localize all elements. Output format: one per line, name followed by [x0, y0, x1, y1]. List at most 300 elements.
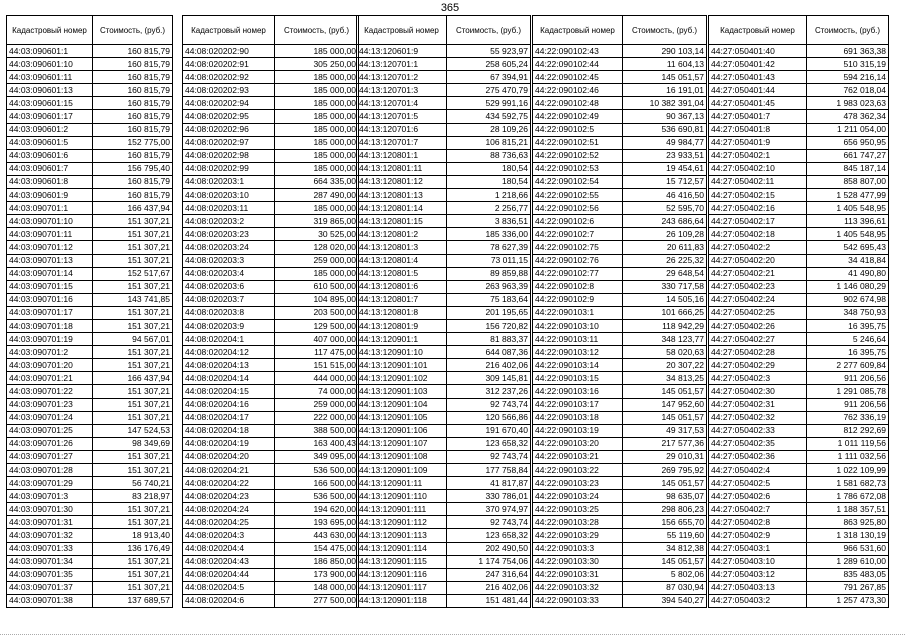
table-row — [7, 110, 173, 123]
cadastral-number-cell: 44:22:090103:30 — [533, 555, 623, 568]
table-row — [709, 306, 889, 319]
cadastral-number-cell: 44:27:050402:27 — [709, 333, 807, 346]
table-row — [533, 333, 707, 346]
cost-cell: 160 815,79 — [93, 84, 173, 97]
cost-cell: 151 307,21 — [93, 568, 173, 581]
cost-cell: 858 807,00 — [807, 175, 889, 188]
table-row — [709, 398, 889, 411]
table-row — [533, 464, 707, 477]
cost-cell: 434 592,75 — [447, 110, 531, 123]
table-row — [7, 189, 173, 202]
cadastral-number-cell: 44:03:090701:26 — [7, 437, 93, 450]
table-row — [7, 293, 173, 306]
table-row — [183, 555, 359, 568]
cadastral-number-cell: 44:03:090701:13 — [7, 254, 93, 267]
table-row — [709, 464, 889, 477]
cadastral-number-cell: 44:22:090103:12 — [533, 346, 623, 359]
cadastral-number-cell: 44:13:120801:1 — [357, 149, 447, 162]
cost-cell: 92 743,74 — [447, 516, 531, 529]
table-row — [709, 123, 889, 136]
cost-cell: 41 490,80 — [807, 267, 889, 280]
cost-cell: 185 000,00 — [275, 84, 359, 97]
cost-cell: 160 815,79 — [93, 189, 173, 202]
table-row — [7, 477, 173, 490]
table-row — [183, 450, 359, 463]
cost-cell: 160 815,79 — [93, 71, 173, 84]
table-row — [183, 71, 359, 84]
table-row — [7, 84, 173, 97]
table-row — [357, 254, 531, 267]
cadastral-number-cell: 44:22:090102:53 — [533, 162, 623, 175]
cost-cell: 247 316,64 — [447, 568, 531, 581]
cost-cell: 762 336,19 — [807, 411, 889, 424]
cost-cell: 55 119,60 — [623, 529, 707, 542]
table-row — [709, 529, 889, 542]
cost-cell: 536 500,00 — [275, 490, 359, 503]
table-row — [709, 581, 889, 594]
cost-cell: 902 674,98 — [807, 293, 889, 306]
table-row — [357, 372, 531, 385]
cadastral-number-cell: 44:22:090102:76 — [533, 254, 623, 267]
cadastral-number-cell: 44:27:050402:17 — [709, 215, 807, 228]
table-row — [183, 306, 359, 319]
table-row — [533, 581, 707, 594]
table-row — [709, 516, 889, 529]
cost-cell: 151 307,21 — [93, 464, 173, 477]
cost-cell: 349 095,00 — [275, 450, 359, 463]
cadastral-number-cell: 44:03:090701:33 — [7, 542, 93, 555]
cadastral-number-cell: 44:22:090103:14 — [533, 359, 623, 372]
table-header-row — [533, 16, 707, 45]
table-row — [709, 162, 889, 175]
cost-cell: 15 712,57 — [623, 175, 707, 188]
cadastral-number-cell: 44:22:090102:51 — [533, 136, 623, 149]
table-row — [533, 293, 707, 306]
cadastral-number-cell: 44:22:090103:17 — [533, 398, 623, 411]
cost-cell: 1 022 109,99 — [807, 464, 889, 477]
table-row — [533, 228, 707, 241]
table-row — [533, 411, 707, 424]
cost-cell: 1 146 080,29 — [807, 280, 889, 293]
cadastral-number-cell: 44:13:120901:112 — [357, 516, 447, 529]
cadastral-number-cell: 44:08:020204:16 — [183, 398, 275, 411]
table-row — [183, 594, 359, 607]
table-row — [183, 437, 359, 450]
table-row — [533, 123, 707, 136]
cost-cell: 90 367,13 — [623, 110, 707, 123]
table-row — [357, 359, 531, 372]
cost-cell: 151 307,21 — [93, 398, 173, 411]
cadastral-number-cell: 44:08:020204:19 — [183, 437, 275, 450]
table-row — [7, 162, 173, 175]
table-row — [7, 372, 173, 385]
cost-cell: 23 933,51 — [623, 149, 707, 162]
cost-cell: 49 317,53 — [623, 424, 707, 437]
cost-cell: 98 349,69 — [93, 437, 173, 450]
cost-cell: 129 500,00 — [275, 319, 359, 332]
table-row — [709, 241, 889, 254]
cadastral-number-cell: 44:27:050401:9 — [709, 136, 807, 149]
cost-cell: 49 984,77 — [623, 136, 707, 149]
table-row — [533, 45, 707, 58]
cost-cell: 88 736,63 — [447, 149, 531, 162]
cadastral-number-cell: 44:27:050401:45 — [709, 97, 807, 110]
cost-cell: 19 454,61 — [623, 162, 707, 175]
cadastral-number-cell: 44:08:020203:7 — [183, 293, 275, 306]
cadastral-number-cell: 44:13:120901:113 — [357, 529, 447, 542]
cost-cell: 1 528 477,99 — [807, 189, 889, 202]
table-row — [183, 45, 359, 58]
table-row — [533, 385, 707, 398]
cost-cell: 911 206,56 — [807, 398, 889, 411]
cost-cell: 407 000,00 — [275, 333, 359, 346]
cost-cell: 20 611,83 — [623, 241, 707, 254]
table-row — [533, 516, 707, 529]
cadastral-table-5 — [708, 15, 889, 608]
cost-cell: 536 690,81 — [623, 123, 707, 136]
cadastral-number-cell: 44:03:090701:3 — [7, 490, 93, 503]
cost-cell: 151 481,44 — [447, 594, 531, 607]
table-row — [183, 319, 359, 332]
cadastral-number-cell: 44:27:050402:5 — [709, 477, 807, 490]
cost-cell: 443 630,00 — [275, 529, 359, 542]
table-row — [183, 385, 359, 398]
cadastral-number-cell: 44:22:090103:19 — [533, 424, 623, 437]
cost-cell: 185 000,00 — [275, 162, 359, 175]
table-row — [183, 490, 359, 503]
table-row — [709, 45, 889, 58]
cost-cell: 120 566,86 — [447, 411, 531, 424]
table-row — [709, 437, 889, 450]
cadastral-number-cell: 44:03:090701:19 — [7, 333, 93, 346]
cadastral-number-cell: 44:13:120701:6 — [357, 123, 447, 136]
cadastral-number-cell: 44:03:090701:32 — [7, 529, 93, 542]
table-row — [533, 555, 707, 568]
cost-cell: 34 813,25 — [623, 372, 707, 385]
cadastral-number-cell: 44:22:090103:25 — [533, 503, 623, 516]
table-row — [709, 97, 889, 110]
cadastral-number-cell: 44:27:050402:7 — [709, 503, 807, 516]
table-row — [533, 58, 707, 71]
cost-cell: 243 686,64 — [623, 215, 707, 228]
cadastral-number-cell: 44:13:120901:116 — [357, 568, 447, 581]
cost-cell: 444 000,00 — [275, 372, 359, 385]
cadastral-number-cell: 44:08:020204:22 — [183, 477, 275, 490]
table-row — [183, 267, 359, 280]
cadastral-number-cell: 44:03:090701:38 — [7, 594, 93, 607]
cost-cell: 1 289 610,00 — [807, 555, 889, 568]
table-row — [533, 503, 707, 516]
table-row — [533, 175, 707, 188]
table-row — [709, 254, 889, 267]
cadastral-number-cell: 44:03:090701:23 — [7, 398, 93, 411]
cadastral-number-cell: 44:03:090701:2 — [7, 346, 93, 359]
cadastral-number-cell: 44:13:120901:1 — [357, 333, 447, 346]
cadastral-number-cell: 44:22:090102:5 — [533, 123, 623, 136]
cost-cell: 1 983 023,63 — [807, 97, 889, 110]
cost-cell: 542 695,43 — [807, 241, 889, 254]
cost-cell: 217 577,36 — [623, 437, 707, 450]
cadastral-number-cell: 44:13:120901:110 — [357, 490, 447, 503]
table-row — [357, 385, 531, 398]
table-row — [709, 411, 889, 424]
cost-cell: 147 952,60 — [623, 398, 707, 411]
cadastral-table-3 — [356, 15, 531, 608]
table-header-row — [7, 16, 173, 45]
cost-cell: 177 758,84 — [447, 464, 531, 477]
cadastral-number-cell: 44:13:120701:5 — [357, 110, 447, 123]
table-row — [533, 372, 707, 385]
cadastral-number-cell: 44:22:090103:3 — [533, 542, 623, 555]
cost-cell: 151 307,21 — [93, 516, 173, 529]
table-row — [533, 398, 707, 411]
header-cost: Стоимость, (руб.) — [807, 16, 889, 45]
cadastral-number-cell: 44:22:090103:18 — [533, 411, 623, 424]
table-row — [7, 228, 173, 241]
cost-cell: 74 000,00 — [275, 385, 359, 398]
table-row — [7, 306, 173, 319]
cost-cell: 152 517,67 — [93, 267, 173, 280]
cadastral-number-cell: 44:22:090102:54 — [533, 175, 623, 188]
table-row — [709, 175, 889, 188]
table-row — [7, 359, 173, 372]
table-row — [7, 241, 173, 254]
table-row — [533, 477, 707, 490]
table-row — [533, 202, 707, 215]
cadastral-number-cell: 44:08:020204:20 — [183, 450, 275, 463]
table-row — [357, 581, 531, 594]
cost-cell: 123 658,32 — [447, 437, 531, 450]
cadastral-number-cell: 44:03:090701:30 — [7, 503, 93, 516]
cost-cell: 136 176,49 — [93, 542, 173, 555]
table-row — [183, 58, 359, 71]
cadastral-number-cell: 44:08:020204:13 — [183, 359, 275, 372]
table-header-row — [183, 16, 359, 45]
table-row — [709, 372, 889, 385]
cadastral-number-cell: 44:13:120901:102 — [357, 372, 447, 385]
table-row — [357, 529, 531, 542]
table-row — [357, 123, 531, 136]
table-row — [533, 306, 707, 319]
cadastral-number-cell: 44:08:020202:95 — [183, 110, 275, 123]
table-row — [533, 162, 707, 175]
cadastral-number-cell: 44:08:020203:10 — [183, 189, 275, 202]
table-row — [357, 110, 531, 123]
cost-cell: 106 815,21 — [447, 136, 531, 149]
cadastral-number-cell: 44:13:120801:8 — [357, 306, 447, 319]
cadastral-number-cell: 44:27:050402:20 — [709, 254, 807, 267]
cadastral-number-cell: 44:08:020203:8 — [183, 306, 275, 319]
cost-cell: 610 500,00 — [275, 280, 359, 293]
cost-cell: 656 950,95 — [807, 136, 889, 149]
cost-cell: 173 900,00 — [275, 568, 359, 581]
header-cost: Стоимость, (руб.) — [275, 16, 359, 45]
cost-cell: 16 395,75 — [807, 319, 889, 332]
cadastral-number-cell: 44:13:120901:108 — [357, 450, 447, 463]
cadastral-number-cell: 44:27:050403:2 — [709, 594, 807, 607]
cost-cell: 330 717,58 — [623, 280, 707, 293]
cost-cell: 145 051,57 — [623, 71, 707, 84]
table-row — [7, 516, 173, 529]
table-row — [183, 581, 359, 594]
cadastral-number-cell: 44:03:090701:16 — [7, 293, 93, 306]
cost-cell: 92 743,74 — [447, 398, 531, 411]
header-cost: Стоимость, (руб.) — [93, 16, 173, 45]
cadastral-number-cell: 44:03:090701:27 — [7, 450, 93, 463]
cadastral-number-cell: 44:08:020203:24 — [183, 241, 275, 254]
cadastral-table-1 — [6, 15, 173, 608]
cadastral-number-cell: 44:22:090102:7 — [533, 228, 623, 241]
table-row — [183, 175, 359, 188]
cadastral-number-cell: 44:03:090601:2 — [7, 123, 93, 136]
cadastral-number-cell: 44:13:120801:9 — [357, 319, 447, 332]
table-row — [183, 280, 359, 293]
cost-cell: 791 267,85 — [807, 581, 889, 594]
cost-cell: 186 850,00 — [275, 555, 359, 568]
table-row — [7, 450, 173, 463]
table-row — [183, 84, 359, 97]
table-row — [709, 503, 889, 516]
cadastral-number-cell: 44:13:120701:1 — [357, 58, 447, 71]
cadastral-number-cell: 44:08:020204:12 — [183, 346, 275, 359]
cost-cell: 290 103,14 — [623, 45, 707, 58]
cost-cell: 319 865,00 — [275, 215, 359, 228]
table-row — [533, 71, 707, 84]
cadastral-number-cell: 44:13:120901:115 — [357, 555, 447, 568]
cost-cell: 154 475,00 — [275, 542, 359, 555]
cost-cell: 151 307,21 — [93, 359, 173, 372]
table-row — [709, 84, 889, 97]
table-row — [183, 424, 359, 437]
cost-cell: 87 030,94 — [623, 581, 707, 594]
cost-cell: 29 010,31 — [623, 450, 707, 463]
cost-cell: 1 174 754,06 — [447, 555, 531, 568]
cadastral-number-cell: 44:08:020203:4 — [183, 267, 275, 280]
cadastral-table-2 — [182, 15, 359, 608]
cadastral-number-cell: 44:08:020204:18 — [183, 424, 275, 437]
cost-cell: 151 307,21 — [93, 503, 173, 516]
cost-cell: 151 307,21 — [93, 228, 173, 241]
cost-cell: 287 490,00 — [275, 189, 359, 202]
table-row — [183, 346, 359, 359]
cadastral-number-cell: 44:13:120901:103 — [357, 385, 447, 398]
table-row — [7, 568, 173, 581]
cost-cell: 529 991,16 — [447, 97, 531, 110]
cadastral-number-cell: 44:27:050402:2 — [709, 241, 807, 254]
table-row — [7, 215, 173, 228]
cadastral-number-cell: 44:22:090103:15 — [533, 372, 623, 385]
cost-cell: 258 605,24 — [447, 58, 531, 71]
cost-cell: 166 437,94 — [93, 202, 173, 215]
table-row — [709, 555, 889, 568]
table-row — [533, 215, 707, 228]
cadastral-number-cell: 44:08:020202:98 — [183, 149, 275, 162]
cadastral-number-cell: 44:27:050401:8 — [709, 123, 807, 136]
cost-cell: 202 490,50 — [447, 542, 531, 555]
cost-cell: 185 000,00 — [275, 149, 359, 162]
cadastral-number-cell: 44:22:090103:10 — [533, 319, 623, 332]
cost-cell: 160 815,79 — [93, 149, 173, 162]
cadastral-number-cell: 44:22:090102:49 — [533, 110, 623, 123]
cost-cell: 691 363,38 — [807, 45, 889, 58]
cadastral-number-cell: 44:08:020202:96 — [183, 123, 275, 136]
table-row — [7, 529, 173, 542]
cadastral-number-cell: 44:13:120801:14 — [357, 202, 447, 215]
table-row — [357, 149, 531, 162]
table-row — [533, 437, 707, 450]
cost-cell: 185 000,00 — [275, 97, 359, 110]
cadastral-number-cell: 44:03:090701:11 — [7, 228, 93, 241]
cadastral-number-cell: 44:08:020202:92 — [183, 71, 275, 84]
cadastral-number-cell: 44:03:090701:28 — [7, 464, 93, 477]
cost-cell: 259 000,00 — [275, 398, 359, 411]
cadastral-number-cell: 44:27:050402:31 — [709, 398, 807, 411]
cadastral-number-cell: 44:22:090102:46 — [533, 84, 623, 97]
cost-cell: 863 925,80 — [807, 516, 889, 529]
cadastral-number-cell: 44:08:020202:90 — [183, 45, 275, 58]
cost-cell: 1 218,66 — [447, 189, 531, 202]
cadastral-number-cell: 44:13:120801:3 — [357, 241, 447, 254]
cost-cell: 1 011 119,56 — [807, 437, 889, 450]
table-row — [357, 490, 531, 503]
cadastral-number-cell: 44:08:020203:6 — [183, 280, 275, 293]
table-row — [183, 359, 359, 372]
table-row — [183, 228, 359, 241]
cost-cell: 1 291 085,78 — [807, 385, 889, 398]
cost-cell: 151 307,21 — [93, 385, 173, 398]
cost-cell: 151 307,21 — [93, 319, 173, 332]
table-row — [7, 280, 173, 293]
cadastral-number-cell: 44:22:090103:16 — [533, 385, 623, 398]
table-row — [357, 594, 531, 607]
cost-cell: 216 402,06 — [447, 581, 531, 594]
cadastral-number-cell: 44:13:120901:106 — [357, 424, 447, 437]
cadastral-number-cell: 44:22:090102:43 — [533, 45, 623, 58]
cost-cell: 1 318 130,19 — [807, 529, 889, 542]
cadastral-number-cell: 44:27:050402:21 — [709, 267, 807, 280]
cost-cell: 259 000,00 — [275, 254, 359, 267]
cadastral-number-cell: 44:08:020204:6 — [183, 594, 275, 607]
cadastral-number-cell: 44:03:090601:1 — [7, 45, 93, 58]
cadastral-number-cell: 44:22:090103:1 — [533, 306, 623, 319]
cadastral-number-cell: 44:13:120801:15 — [357, 215, 447, 228]
cost-cell: 55 923,97 — [447, 45, 531, 58]
table-row — [709, 490, 889, 503]
cost-cell: 92 743,74 — [447, 450, 531, 463]
cost-cell: 145 051,57 — [623, 411, 707, 424]
table-row — [709, 110, 889, 123]
table-row — [357, 437, 531, 450]
table-row — [183, 293, 359, 306]
cadastral-number-cell: 44:03:090701:29 — [7, 477, 93, 490]
cost-cell: 1 405 548,95 — [807, 228, 889, 241]
cadastral-number-cell: 44:08:020202:93 — [183, 84, 275, 97]
cadastral-number-cell: 44:13:120701:7 — [357, 136, 447, 149]
cadastral-number-cell: 44:13:120801:5 — [357, 267, 447, 280]
cost-cell: 26 109,28 — [623, 228, 707, 241]
table-row — [357, 84, 531, 97]
cost-cell: 151 307,21 — [93, 280, 173, 293]
cadastral-number-cell: 44:08:020204:15 — [183, 385, 275, 398]
cost-cell: 18 913,40 — [93, 529, 173, 542]
cadastral-number-cell: 44:13:120801:12 — [357, 175, 447, 188]
cadastral-number-cell: 44:03:090601:17 — [7, 110, 93, 123]
cost-cell: 156 720,82 — [447, 319, 531, 332]
cadastral-number-cell: 44:08:020203:1 — [183, 175, 275, 188]
cost-cell: 203 500,00 — [275, 306, 359, 319]
cadastral-number-cell: 44:08:020203:11 — [183, 202, 275, 215]
cost-cell: 16 191,01 — [623, 84, 707, 97]
